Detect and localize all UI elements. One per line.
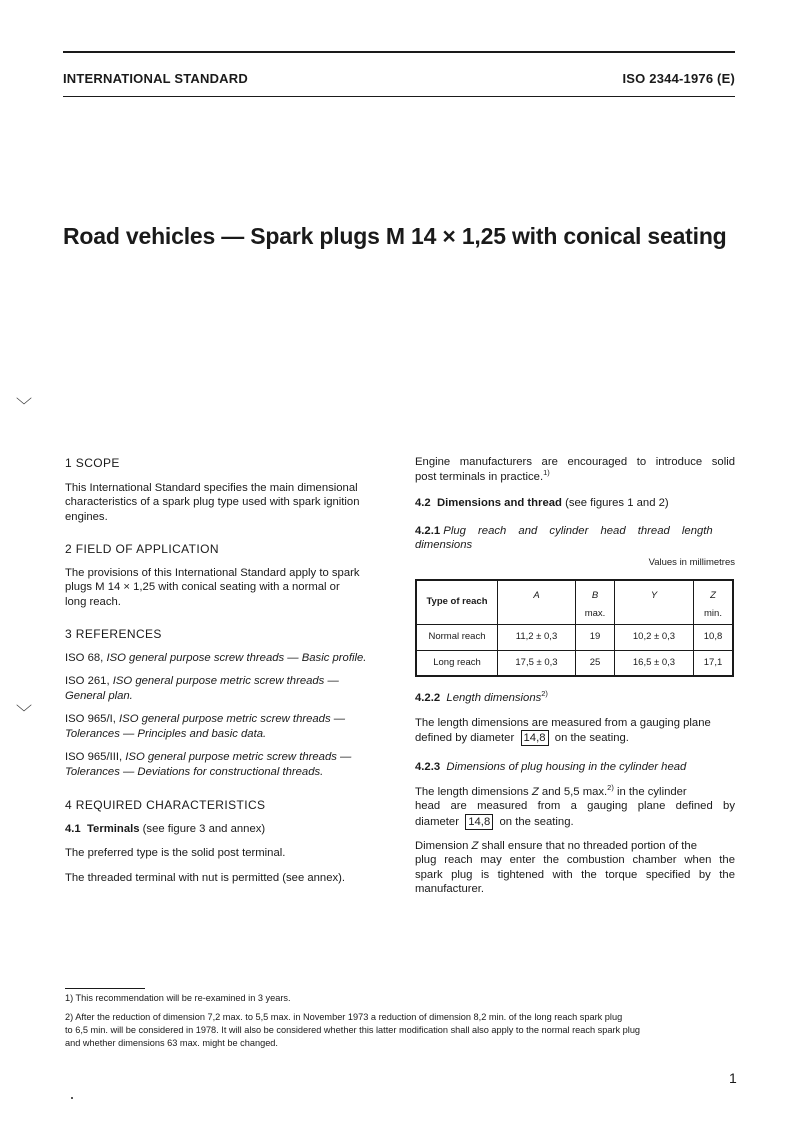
subsection-number: 4.1 [65,822,81,835]
field-heading: 2 FIELD OF APPLICATION [65,542,219,556]
s421-number: 4.2.1 [415,524,441,537]
ref-iso261 [65,674,383,703]
right-column [415,455,735,897]
diameter-box: 14,8 [521,730,549,746]
col-z-label: Z [710,590,716,601]
cell-z: 10,8 [694,624,734,650]
page-title: Road vehicles — Spark plugs M 14 × 1,25 with conical seating [63,223,727,249]
cell-y: 10,2 ± 0,3 [615,624,694,650]
subsection-note: (see figure 3 and annex) [142,822,266,835]
s421-title: Plug reach and cylinder head thread length [443,524,713,537]
cell-b: 25 [576,650,615,676]
footnotes [65,992,737,1050]
margin-dot [71,1097,73,1099]
footnote-ref: 2) [607,782,614,792]
cell-y: 16,5 ± 0,3 [615,650,694,676]
ref-title: ISO general purpose metric screw threads — [112,675,339,687]
refs-heading: 3 REFERENCES [65,627,162,641]
s423-para2-line: plug reach may enter the combustion chamber when the [415,854,735,866]
s423-text: shall ensure that no threaded portion of the [481,839,697,852]
ref-number: ISO 68, [65,651,104,664]
dim-z: Z [471,839,479,852]
s423-text: on the seating. [499,815,574,828]
s423-title: Dimensions of plug housing in the cylinder head [446,761,687,773]
left-column [65,456,383,885]
footnote-2-line: to 6,5 min. will be considered in 1978. It will also be considered whether this latter modification shall also apply to the normal reach spark plug [65,1025,641,1035]
col-z [694,580,734,624]
s423-para2-line: spark plug is tightened with the torque specified by the [415,868,735,881]
s42-heading [415,496,735,511]
s423-line [415,814,735,830]
ref-title: ISO general purpose metric screw threads — [119,713,346,725]
col-a: A [498,580,576,624]
s422-text: on the seating. [554,732,629,744]
scope-heading: 1 SCOPE [65,456,120,470]
s42-number: 4.2 [415,497,431,509]
ref-title: Tolerances — Principles and basic data. [65,727,267,740]
ref-iso965-1 [65,712,383,741]
terminals-p2: The threaded terminal with nut is permitted (see annex). [65,871,346,884]
footnote-rule [65,988,145,989]
intro-line [415,467,735,485]
s423-para2-line: manufacturer. [415,883,485,895]
ref-title: Tolerances — Deviations for constructional threads. [65,765,324,778]
col-b [576,580,615,624]
field-line: plugs M 14 × 1,25 with conical seating with a normal or [65,581,340,593]
ref-number: ISO 965/III, [65,751,123,763]
s423-text: Dimension [415,839,469,852]
diameter-box: 14,8 [465,814,493,830]
s422-number: 4.2.2 [415,692,441,704]
ref-iso68 [65,651,383,666]
s423-text: and 5,5 max. [541,785,608,798]
s421-title: dimensions [415,539,473,551]
cell-b: 19 [576,624,615,650]
footnote-2-line: and whether dimensions 63 max. might be changed. [65,1038,278,1048]
ref-number: ISO 965/I, [65,713,116,725]
cell-a: 11,2 ± 0,3 [498,624,576,650]
dim-z: Z [531,785,539,798]
header-left: INTERNATIONAL STANDARD [63,71,248,86]
field-line: The provisions of this International Standard apply to spark [65,566,360,579]
s423-text: The length dimensions [415,785,529,798]
units-note: Values in millimetres [648,556,735,568]
s421-heading [415,524,735,553]
ref-iso965-3 [65,750,383,779]
margin-mark: ﹀ [16,705,33,722]
header-bottom-rule [63,96,735,97]
s42-title: Dimensions and thread [437,497,562,509]
col-b-label: B [591,590,599,601]
table-row [416,650,733,676]
s423-number: 4.2.3 [415,761,441,773]
reach-table [415,579,734,677]
s422-heading [415,691,735,706]
ref-number: ISO 261, [65,675,110,687]
col-z-sub: min. [704,607,722,619]
s423-line [415,782,735,800]
s423-heading [415,760,735,775]
col-type-of-reach: Type of reach [416,580,498,624]
ref-title: General plan. [65,689,133,702]
footnote-ref: 2) [541,689,548,698]
footnote-2-line: 2) After the reduction of dimension 7,2 max. to 5,5 max. in November 1973 a reduction of dimension 8,2 min. of the long reach spark plug [65,1012,623,1022]
s422-line [415,730,735,746]
scope-line: engines. [65,510,108,523]
s423-para2 [415,839,735,854]
s422-line: The length dimensions are measured from a gauging plane [415,716,711,729]
field-line: long reach. [65,595,121,608]
req-heading: 4 REQUIRED CHARACTERISTICS [65,798,266,812]
footnote-1: 1) This recommendation will be re-examined in 3 years. [65,993,291,1003]
footnote-ref: 1) [543,467,550,477]
terminals-subheading [65,822,383,837]
intro-text: post terminals in practice. [415,470,544,483]
s423-text: diameter [415,815,459,828]
s423-line: head are measured from a gauging plane defined by [415,800,735,812]
ref-title: ISO general purpose metric screw threads — [125,751,352,763]
table-header-row [416,580,733,624]
col-b-sub: max. [584,607,606,619]
ref-title: ISO general purpose screw threads — Basic profile. [106,651,367,664]
terminals-p1: The preferred type is the solid post terminal. [65,847,286,859]
intro-line: Engine manufacturers are encouraged to introduce solid [415,456,735,468]
s422-text: defined by diameter [415,732,515,744]
s423-text: in the cylinder [616,785,687,798]
cell-type: Normal reach [416,624,498,650]
header-right: ISO 2344-1976 (E) [622,71,735,86]
cell-a: 17,5 ± 0,3 [498,650,576,676]
cell-type: Long reach [416,650,498,676]
page-number: 1 [729,1070,737,1086]
header-top-rule [63,51,735,53]
s42-note: (see figures 1 and 2) [565,497,669,509]
subsection-title: Terminals [87,822,140,835]
cell-z: 17,1 [694,650,734,676]
scope-line: This International Standard specifies the main dimensional [65,481,358,494]
margin-mark: ﹀ [16,398,33,415]
s422-title: Length dimensions [446,692,542,704]
table-row [416,624,733,650]
scope-line: characteristics of a spark plug type used with spark ignition [65,496,360,508]
col-y: Y [615,580,694,624]
